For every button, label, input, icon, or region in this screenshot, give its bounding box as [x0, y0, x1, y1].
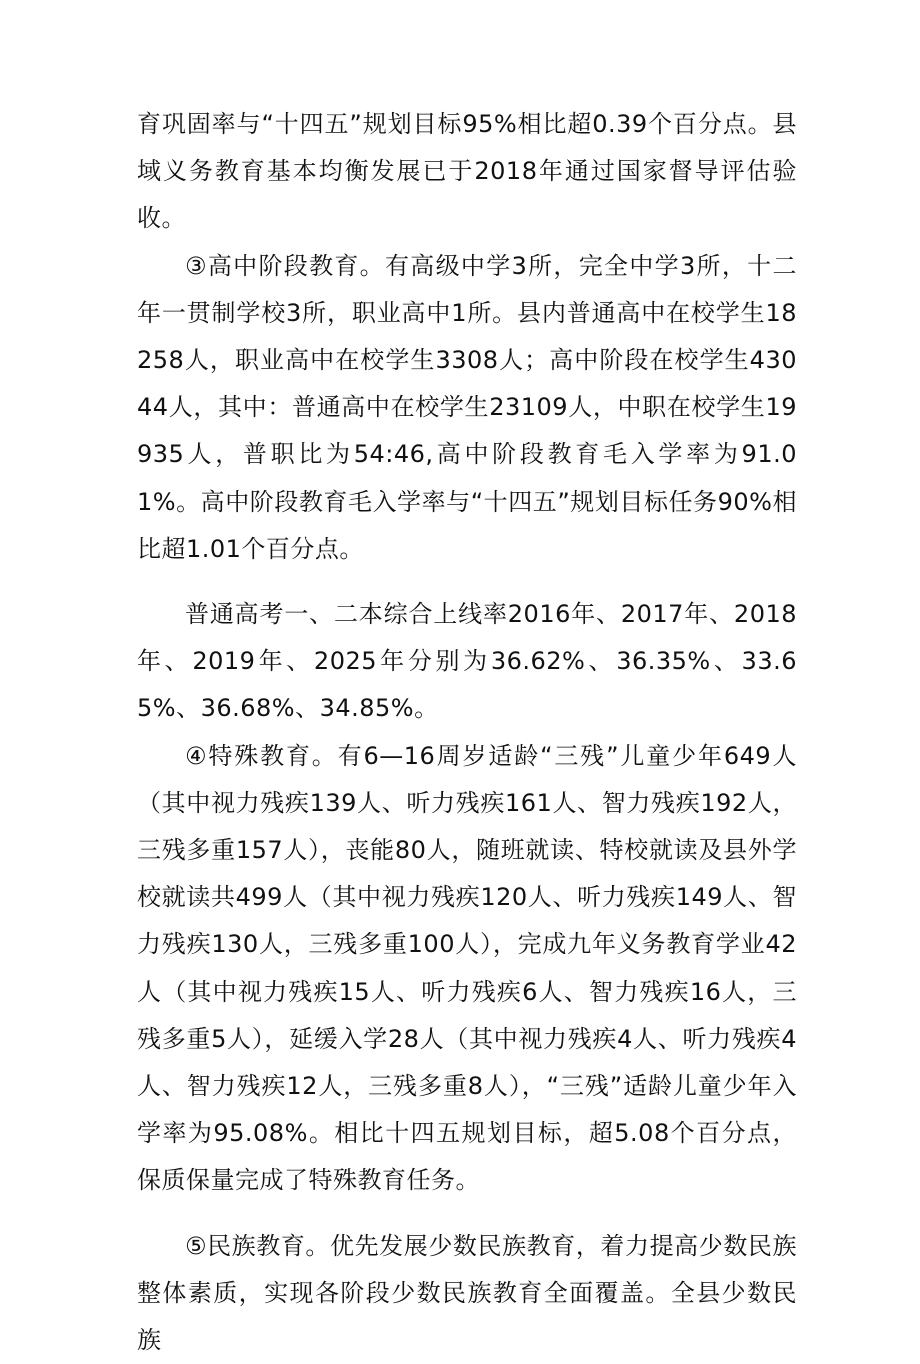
paragraph-college-entrance-rates: 普通高考一、二本综合上线率2016年、2017年、2018年、2019年、2025年分别为36.62%、36.35%、33.65%、36.68%、34.85%。: [137, 600, 797, 723]
paragraph-high-school-education: ③高中阶段教育。有高级中学3所，完全中学3所，十二年一贯制学校3所，职业高中1所。县内普通高中在校学生18258人，职业高中在校学生3308人；高中阶段在校学生43044人，其中：普通高中在校学生23109人，中职在校学生19935人，普职比为54:46,高中阶段教育毛入学率为91.01%。高中阶段教育毛入学率与“十四五”规划目标任务90%相比超1.01个百分点。: [137, 251, 797, 563]
paragraph-compulsory-education-continued: 育巩固率与“十四五”规划目标95%相比超0.39个百分点。县域义务教育基本均衡发展已于2018年通过国家督导评估验收。: [137, 110, 797, 233]
paragraph-ethnic-education: ⑤民族教育。优先发展少数民族教育，着力提高少数民族整体素质，实现各阶段少数民族教育全面覆盖。全县少数民族: [137, 1231, 797, 1355]
document-body: [137, 101, 797, 1364]
paragraph-special-education: ④特殊教育。有6—16周岁适龄“三残”儿童少年649人（其中视力残疾139人、听力残疾161人、智力残疾192人，三残多重157人），丧能80人，随班就读、特校就读及县外学校就读共499人（其中视力残疾120人、听力残疾149人、智力残疾130人，三残多重100人），完成九年义务教育学业42人（其中视力残疾15人、听力残疾6人、智力残疾16人，三残多重5人），延缓入学28人（其中视力残疾4人、听力残疾4人、智力残疾12人，三残多重8人），“三残”适龄儿童少年入学率为95.08%。相比十四五规划目标，超5.08个百分点，保质保量完成了特殊教育任务。: [137, 741, 797, 1195]
